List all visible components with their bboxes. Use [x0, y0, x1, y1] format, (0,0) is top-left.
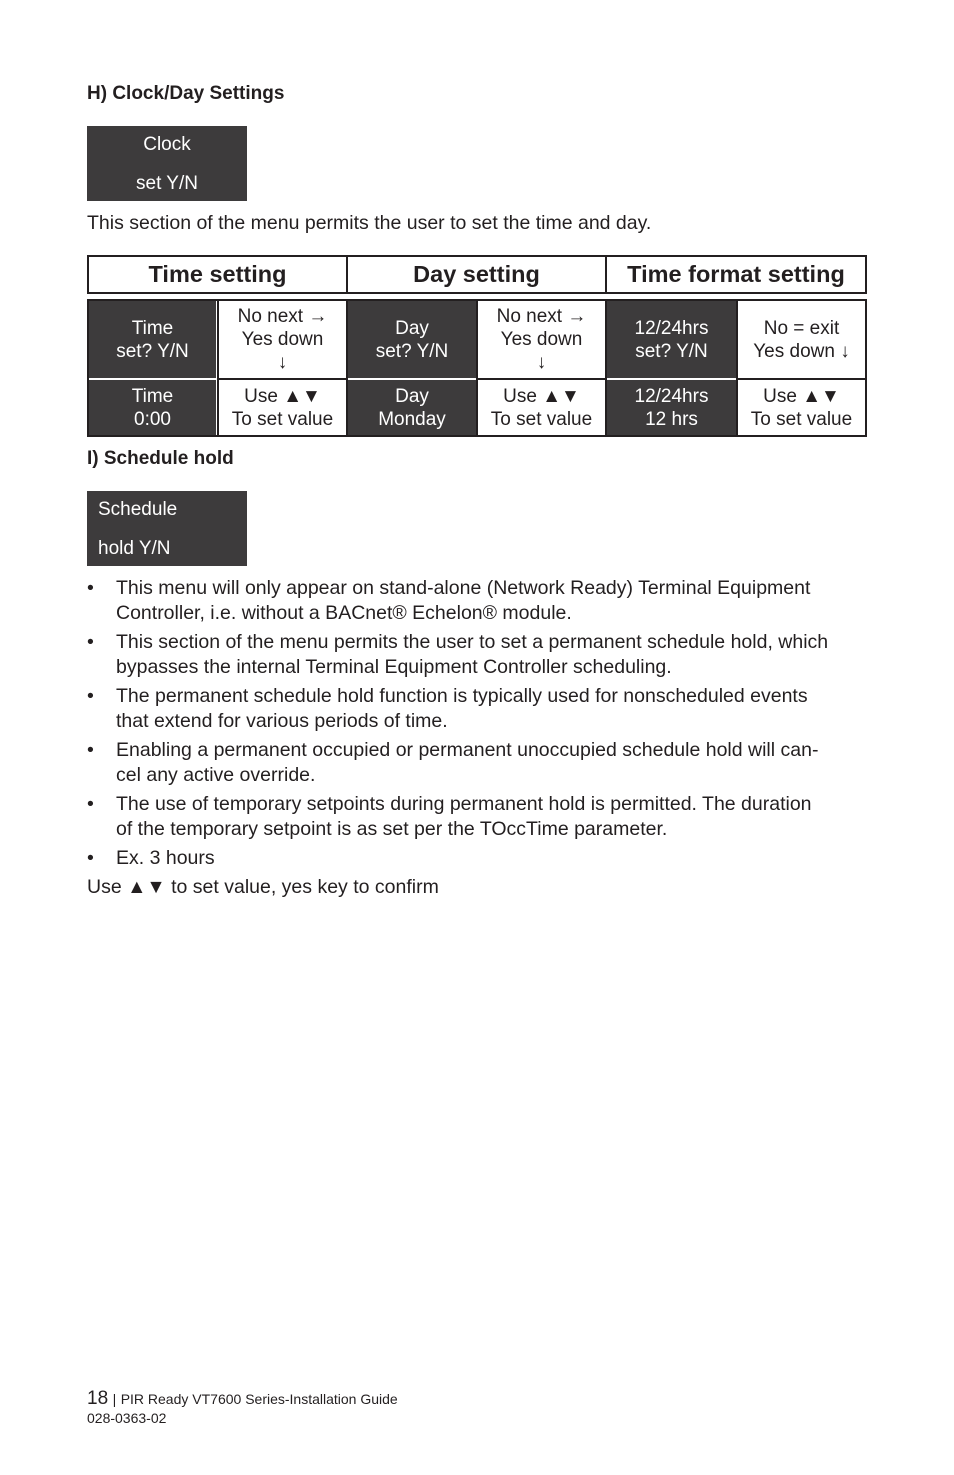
- list-item: [87, 738, 872, 788]
- down-arrow-icon: ↓: [277, 352, 288, 373]
- cell-line: To set value: [750, 408, 853, 430]
- cell-format-set-nav: [736, 299, 867, 380]
- cell-line: Yes down: [241, 329, 324, 350]
- cell-format-value: [607, 380, 736, 435]
- schedule-hold-bullet-list: [87, 576, 872, 875]
- bullet-line: bypasses the internal Terminal Equipment Controller scheduling.: [116, 656, 672, 678]
- bullet-icon: •: [87, 631, 94, 653]
- cell-line: 12 hrs: [645, 408, 698, 430]
- bullet-line: Controller, i.e. without a BACnet® Echelon® module.: [116, 602, 572, 624]
- page-footer: [87, 1388, 398, 1410]
- cell-line: 12/24hrs: [634, 385, 709, 407]
- closing-instruction: Use ▲▼ to set value, yes key to confirm: [87, 876, 439, 898]
- list-item: [87, 630, 872, 680]
- up-down-arrows-icon: Use ▲▼: [763, 385, 840, 407]
- footer-title: PIR Ready VT7600 Series-Installation Guide: [120, 1391, 398, 1407]
- clock-lcd-display: [87, 126, 247, 201]
- bullet-line: The use of temporary setpoints during permanent hold is permitted. The duration: [116, 793, 812, 815]
- bullet-line: Ex. 3 hours: [116, 847, 215, 869]
- cell-line: Monday: [378, 408, 446, 430]
- cell-day-value: [348, 380, 476, 435]
- cell-line: Day: [395, 385, 429, 407]
- header-day-setting: Day setting: [346, 255, 607, 294]
- cell-line: set? Y/N: [375, 340, 449, 362]
- cell-line: To set value: [231, 408, 334, 430]
- bullet-line: of the temporary setpoint is as set per the TOccTime parameter.: [116, 818, 668, 840]
- footer-separator: |: [112, 1391, 117, 1407]
- cell-line: set? Y/N: [116, 340, 189, 362]
- cell-format-value-hint: [736, 378, 867, 437]
- section-h-heading: H) Clock/Day Settings: [87, 83, 285, 104]
- cell-line: Time: [131, 317, 174, 339]
- bullet-line: Enabling a permanent occupied or permanent unoccupied schedule hold will can-: [116, 739, 819, 761]
- header-time-setting: Time setting: [87, 255, 348, 294]
- cell-day-set: [348, 301, 476, 378]
- cell-line: No next →: [237, 306, 328, 327]
- schedule-hold-lcd-display: [87, 491, 247, 566]
- cell-time-set-nav: [217, 299, 348, 380]
- bullet-line: that extend for various periods of time.: [116, 710, 448, 732]
- cell-line: Time: [131, 385, 174, 407]
- down-arrow-icon: ↓: [536, 352, 547, 373]
- cell-time-value-hint: [217, 378, 348, 437]
- bullet-line: The permanent schedule hold function is typically used for nonscheduled events: [116, 685, 808, 707]
- bullet-icon: •: [87, 577, 94, 599]
- cell-time-set: [89, 301, 216, 378]
- bullet-icon: •: [87, 793, 94, 815]
- up-down-arrows-icon: Use ▲▼: [503, 385, 580, 407]
- up-down-arrows-icon: Use ▲▼: [244, 385, 321, 407]
- list-item: [87, 792, 872, 842]
- list-item: [87, 684, 872, 734]
- bullet-icon: •: [87, 685, 94, 707]
- lcd-line-2: set Y/N: [136, 173, 198, 194]
- bullet-line: This menu will only appear on stand-alone (Network Ready) Terminal Equipment: [116, 577, 811, 599]
- cell-line: set? Y/N: [635, 340, 708, 362]
- list-item: [87, 576, 872, 626]
- lcd-line-1: Schedule: [98, 499, 178, 520]
- cell-line: Day: [395, 317, 429, 339]
- cell-line: No = exit: [763, 317, 840, 339]
- page-number: 18: [87, 1388, 109, 1409]
- document-code: 028-0363-02: [87, 1410, 167, 1426]
- cell-line: No next →: [496, 306, 587, 327]
- cell-day-set-nav: [476, 299, 607, 380]
- lcd-line-1: Clock: [143, 134, 191, 155]
- cell-line: 0:00: [134, 408, 171, 430]
- lcd-line-2: hold Y/N: [98, 538, 171, 559]
- bullet-icon: •: [87, 739, 94, 761]
- cell-line: 12/24hrs: [634, 317, 709, 339]
- bullet-line: cel any active override.: [116, 764, 316, 786]
- bullet-line: This section of the menu permits the user to set a permanent schedule hold, which: [116, 631, 829, 653]
- cell-day-value-hint: [476, 378, 607, 437]
- section-h-intro: This section of the menu permits the user to set the time and day.: [87, 212, 652, 234]
- cell-format-set: [607, 301, 736, 378]
- bullet-icon: •: [87, 847, 94, 869]
- section-i-heading: I) Schedule hold: [87, 448, 234, 469]
- cell-line: Yes down: [500, 329, 583, 350]
- cell-time-value: [89, 380, 216, 435]
- list-item: [87, 846, 872, 871]
- cell-line: Yes down ↓: [753, 340, 850, 362]
- cell-line: To set value: [490, 408, 593, 430]
- header-time-format-setting: Time format setting: [605, 255, 867, 294]
